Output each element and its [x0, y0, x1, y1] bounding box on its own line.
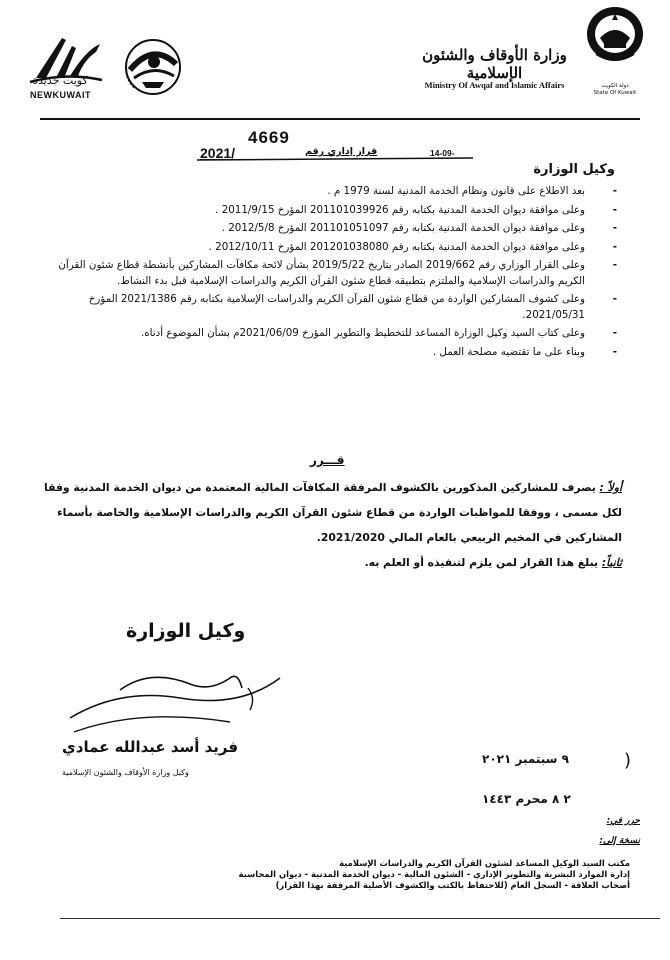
preamble-item: - وعلى كتاب السيد وكيل الوزارة المساعد للتخطيط والتطوير المؤرخ 2021/06/09م بشأن الموضوع أدناه. [35, 326, 625, 342]
article-label: أولاً : [599, 481, 622, 494]
preamble-item: - وعلى القرار الوزاري رقم 2019/662 الصادر بتاريخ 2019/5/22 بشأن لائحة مكافآت المشاركين بأنشطة قطاع شئون القرآن الكريم والدراسات الإسلامية والملتزم بتطبيقه قطاع شئون القرآن الكريم والدراسات الإسلامية قبل بدء النشاط. [35, 258, 625, 289]
signatory-name: فريد أسد عبدالله عمادي [62, 738, 239, 756]
new-kuwait-arabic-label: كويت جديدة [32, 74, 88, 87]
state-of-kuwait-emblem [582, 4, 648, 84]
signatory-title: وكيل وزارة الأوقاف والشئون الإسلامية [62, 768, 189, 777]
article-second [32, 550, 622, 575]
article-first [32, 475, 622, 550]
recipient-line: إدارة الموارد البشرية والتطوير الإداري - الشئون المالية - ديوان الخدمة المدنية - ديوان المحاسبة [238, 869, 630, 879]
recipient-line: أصحاب العلاقة - السجل العام (للاحتفاظ بالكتب والكشوف الأصلية المرفقة بهذا القرار) [275, 880, 630, 890]
gregorian-date: ٩ سبتمبر ٢٠٢١ [482, 752, 569, 766]
preamble-item: - وعلى موافقة ديوان الخدمة المدنية بكتابه رقم 201101051097 المؤرخ 2012/5/8 . [35, 221, 625, 237]
ministry-logo [412, 46, 577, 90]
hijri-date: ٢ ٨ محرم ١٤٤٣ [482, 792, 571, 806]
ministry-name-arabic: وزارة الأوقاف والشئون الإسلامية [422, 46, 567, 82]
article-label: ثانياً: [601, 556, 622, 569]
ministry-name-english: Ministry Of Awqaf and Islamic Affairs [424, 80, 565, 90]
preamble-item: - وعلى موافقة ديوان الخدمة المدنية بكتابه رقم 201201038080 المؤرخ 2012/10/11 . [35, 240, 625, 256]
bracket-mark: ) [624, 750, 632, 771]
footer-divider [60, 918, 660, 919]
preamble-item: - وعلى موافقة ديوان الخدمة المدنية بكتابه رقم 201101039926 المؤرخ 2011/9/15 . [35, 203, 625, 219]
copy-to-label: نسخة إلى: [599, 836, 640, 846]
signature-heading: وكيل الوزارة [126, 620, 246, 642]
decision-date-fragment: 14-09- [430, 148, 455, 158]
decision-label: قرار إداري رقم [305, 146, 378, 157]
recipient-line: مكتب السيد الوكيل المساعد لشئون القرآن الكريم والدراسات الإسلامية [339, 858, 630, 868]
state-of-kuwait-label: دولة الكويت State Of Kuwait [593, 83, 637, 96]
article-text: يبلغ هذا القرار لمن يلزم لتنفيذه أو العلم به. [364, 556, 599, 569]
preamble-item: - وبناء على ما تقتضيه مصلحة العمل . [35, 345, 625, 361]
handwritten-signature [60, 648, 290, 738]
quran-sector-globe-logo [120, 34, 186, 100]
article-text: يصرف للمشاركين المذكورين بالكشوف المرفقة المكافآت المالية المعتمدة من ديوان الخدمة المدنية وفقا لكل مسمى ، ووفقا للمواظبات الواردة من قطاع شئون القرآن الكريم والدراسات الإسلامية والخاصة بأسماء المشاركين في المخيم الربيعي بالعام المالي 2021/2020. [44, 481, 622, 544]
header-divider [40, 118, 640, 120]
decision-articles [32, 475, 622, 575]
new-kuwait-english-label: NEWKUWAIT [30, 90, 91, 100]
copy-recipients [210, 858, 630, 891]
decision-year: 2021/ [200, 145, 236, 161]
undersecretary-heading: وكيل الوزارة [533, 162, 615, 177]
decision-number: 4669 [248, 128, 290, 147]
issued-in-label: حرر في: [606, 816, 640, 826]
preamble-list [35, 184, 625, 363]
decided-heading: قـــرر [310, 453, 345, 467]
preamble-item: - وعلى كشوف المشاركين الواردة من قطاع شئون القرآن الكريم والدراسات الإسلامية بكتابه رقم 2021/1386 المؤرخ 2021/05/31. [35, 292, 625, 323]
preamble-item: - بعد الاطلاع على قانون ونظام الخدمة المدنية لسنة 1979 م . [35, 184, 625, 200]
